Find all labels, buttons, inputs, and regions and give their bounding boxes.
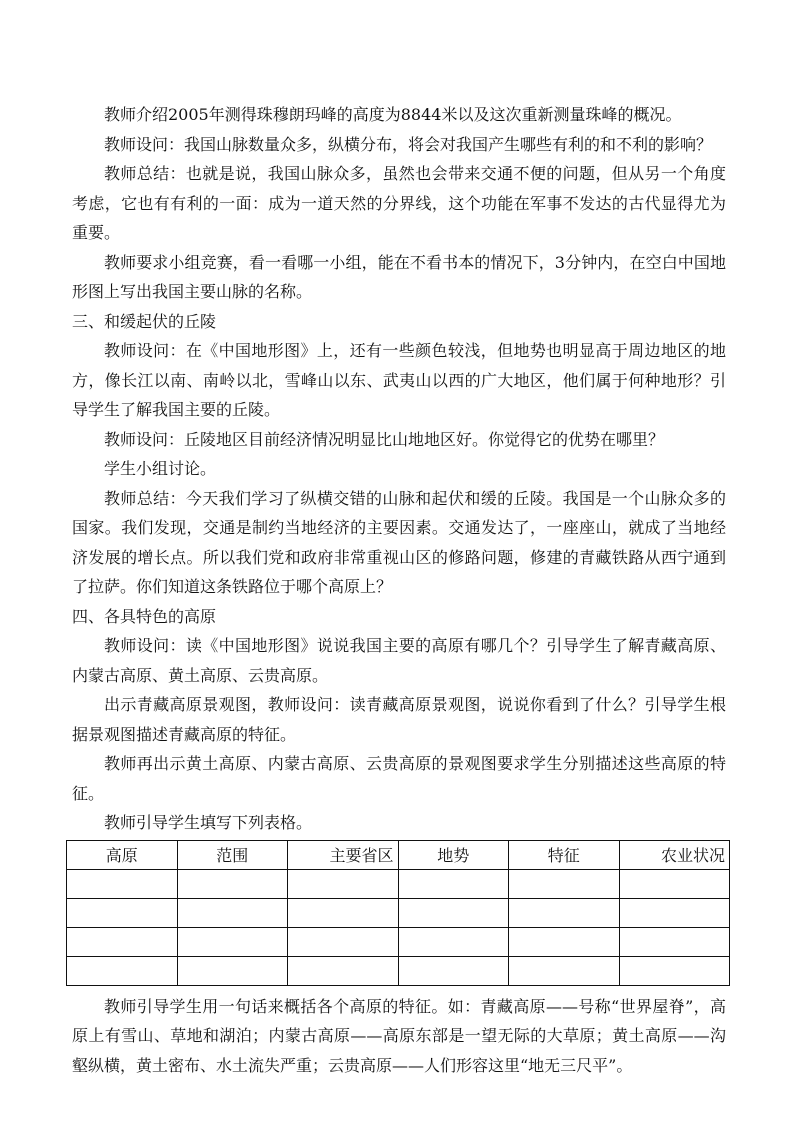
paragraph: 教师设问：丘陵地区目前经济情况明显比山地地区好。你觉得它的优势在哪里？ [104, 429, 665, 449]
table-cell [509, 869, 620, 898]
table-cell [619, 956, 730, 985]
table-cell [619, 869, 730, 898]
paragraph: 教师引导学生填写下列表格。 [104, 813, 313, 832]
paragraph: 教师总结：也就是说，我国山脉众多，虽然也会带来交通不便的问题，但从另一个角度考虑，它也有有利的一面：成为一道天然的分界线，这个功能在军事不发达的古代显得尤为重要。 [72, 164, 726, 242]
table-cell [398, 898, 509, 927]
table-cell [619, 927, 730, 956]
column-header-provinces: 主要省区 [288, 840, 399, 869]
table-cell [509, 927, 620, 956]
section-heading-plateaus: 四、各具特色的高原 [72, 606, 217, 626]
table-cell [288, 869, 399, 898]
table-cell [619, 898, 730, 927]
table-header-row [67, 840, 730, 869]
paragraph: 出示青藏高原景观图，教师设问：读青藏高原景观图，说说你看到了什么？引导学生根据景观图描述青藏高原的特征。 [72, 695, 726, 744]
paragraph: 教师总结：今天我们学习了纵横交错的山脉和起伏和缓的丘陵。我国是一个山脉众多的国家。我们发现，交通是制约当地经济的主要因素。交通发达了，一座座山，就成了当地经济发展的增长点。所以我们党和政府非常重视山区的修路问题，修建的青藏铁路从西宁通到了拉萨。你们知道这条铁路位于哪个高原上？ [72, 488, 726, 596]
table-cell [398, 927, 509, 956]
table-cell [67, 898, 178, 927]
paragraph: 教师介绍2005年测得珠穆朗玛峰的高度为8844米以及这次重新测量珠峰的概况。 [104, 105, 682, 124]
table-cell [177, 898, 288, 927]
table-cell [288, 956, 399, 985]
column-header-agriculture: 农业状况 [619, 840, 730, 869]
table-cell [177, 869, 288, 898]
table-row [67, 956, 730, 985]
table-cell [509, 956, 620, 985]
table-cell [67, 927, 178, 956]
table-cell [67, 869, 178, 898]
document-body [72, 100, 726, 1080]
table-cell [67, 956, 178, 985]
paragraph: 教师要求小组竞赛，看一看哪一小组，能在不看书本的情况下，3分钟内，在空白中国地形图上写出我国主要山脉的名称。 [72, 252, 726, 301]
paragraph: 教师引导学生用一句话来概括各个高原的特征。如：青藏高原——号称“世界屋脊”，高原上有雪山、草地和湖泊；内蒙古高原——高原东部是一望无际的大草原；黄土高原——沟壑纵横，黄土密布、水土流失严重；云贵高原——人们形容这里“地无三尺平”。 [72, 996, 726, 1075]
column-header-terrain: 地势 [398, 840, 509, 869]
table-row [67, 927, 730, 956]
paragraph: 教师设问：读《中国地形图》说说我国主要的高原有哪几个？引导学生了解青藏高原、内蒙古高原、黄土高原、云贵高原。 [72, 636, 726, 685]
paragraph: 教师设问：我国山脉数量众多，纵横分布，将会对我国产生哪些有利的和不利的影响？ [104, 134, 713, 154]
plateau-table [66, 840, 730, 986]
section-heading-hills: 三、和缓起伏的丘陵 [72, 311, 217, 331]
column-header-features: 特征 [509, 840, 620, 869]
table-cell [177, 927, 288, 956]
column-header-plateau: 高原 [67, 840, 178, 869]
paragraph: 教师再出示黄土高原、内蒙古高原、云贵高原的景观图要求学生分别描述这些高原的特征。 [72, 754, 726, 803]
table-cell [288, 898, 399, 927]
paragraph: 教师设问：在《中国地形图》上，还有一些颜色较浅，但地势也明显高于周边地区的地方，像长江以南、南岭以北，雪峰山以东、武夷山以西的广大地区，他们属于何种地形？引导学生了解我国主要的丘陵。 [72, 341, 726, 419]
paragraph: 学生小组讨论。 [104, 459, 217, 478]
table-cell [398, 956, 509, 985]
table-row [67, 898, 730, 927]
column-header-range: 范围 [177, 840, 288, 869]
table-cell [288, 927, 399, 956]
table-cell [398, 869, 509, 898]
table-cell [509, 898, 620, 927]
table-row [67, 869, 730, 898]
table-cell [177, 956, 288, 985]
